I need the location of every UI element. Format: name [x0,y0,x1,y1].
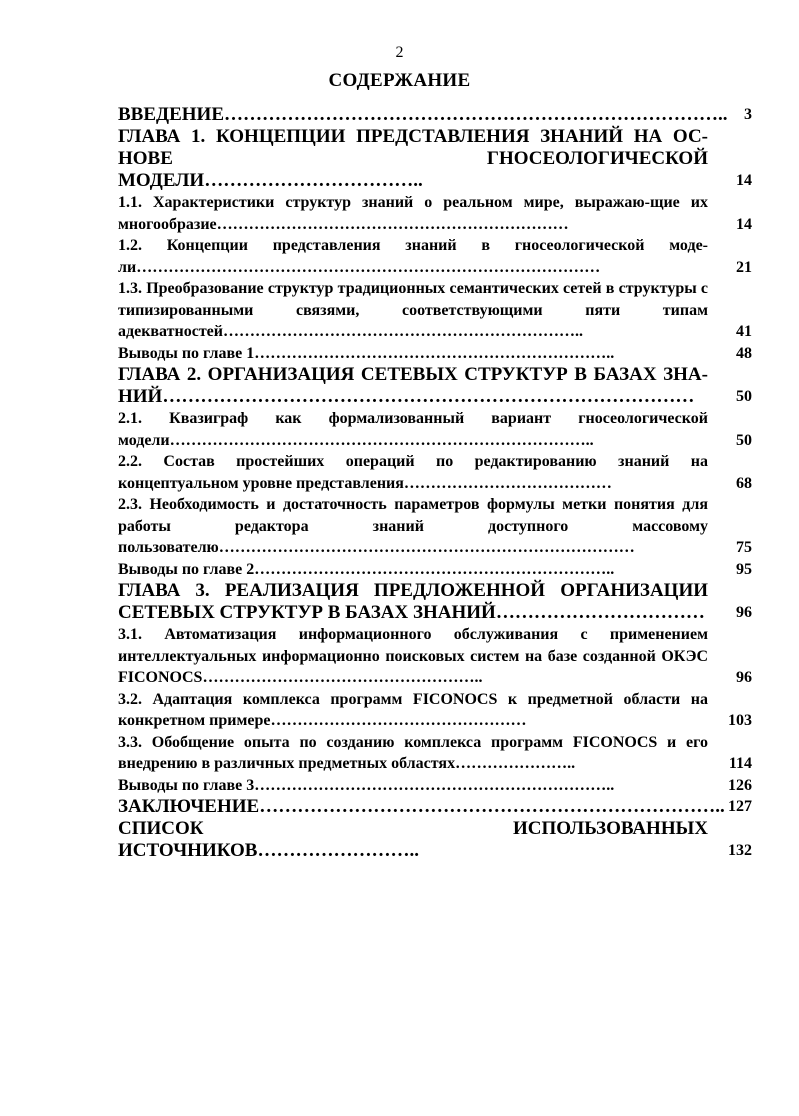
toc-entry-title: Выводы по главе 3………………………………………………………….. [118,776,615,794]
table-of-contents [118,104,752,862]
toc-entry-title: Выводы по главе 2………………………………………………………….. [118,560,615,578]
toc-entry-title: 3.1. Автоматизация информационного обслуживания с применением интеллектуальных информационно поисковых систем на базе созданной ОКЭС FICONOCS…………………………………………….. [118,626,708,686]
toc-entry-title: 2.3. Необходимость и достаточность параметров формулы метки понятия для работы редактора знаний доступного массовому пользователю…………………………………………………………………… [118,496,708,556]
toc-entry[interactable] [118,278,752,343]
toc-entry-page: 132 [728,842,752,859]
toc-entry[interactable] [118,796,752,818]
toc-entry[interactable] [118,624,752,689]
toc-entry-page: 41 [736,323,752,340]
toc-entry-title: 2.2. Состав простейших операций по редактированию знаний на концептуальном уровне представления………………………………… [118,453,708,492]
toc-entry-page: 14 [736,172,752,189]
toc-entry-page: 68 [736,474,752,492]
toc-entry[interactable] [118,451,752,494]
toc-entry-title: 1.1. Характеристики структур знаний о реальном мире, выражаю-щие их многообразие………………………………………………………… [118,194,708,233]
toc-entry-title: ГЛАВА 2. ОРГАНИЗАЦИЯ СЕТЕВЫХ СТРУКТУР В БАЗАХ ЗНА-НИЙ………………………………………………………………………… [118,364,708,407]
toc-entry[interactable] [118,408,752,451]
toc-entry-page: 95 [736,560,752,578]
toc-entry[interactable] [118,775,752,797]
toc-entry-page: 50 [736,431,752,449]
toc-entry-page: 114 [728,755,752,772]
toc-entry-page: 48 [736,344,752,362]
toc-entry-page: 96 [736,669,752,686]
toc-entry[interactable] [118,689,752,732]
toc-entry-page: 127 [728,798,752,815]
toc-entry-page: 50 [736,388,752,405]
toc-entry[interactable] [118,364,752,408]
toc-entry-title: 1.2. Концепции представления знаний в гносеологической моде-ли…………………………………………………………………………… [118,237,708,276]
toc-entry[interactable] [118,818,752,862]
toc-entry-page: 96 [736,604,752,621]
toc-entry[interactable] [118,104,752,126]
toc-entry-title: СПИСОК ИСПОЛЬЗОВАННЫХ ИСТОЧНИКОВ…………………….. [118,818,708,861]
toc-entry-title: 2.1. Квазиграф как формализованный вариант гносеологической модели…………………………………………………………………….. [118,410,708,449]
toc-entry-title: 1.3. Преобразование структур традиционных семантических сетей в структуры с типизированными связями, соответствующими пяти типам адекватностей………………………………………………………….. [118,280,708,340]
toc-entry-title: ЗАКЛЮЧЕНИЕ……………………………………………………………….. [118,796,725,817]
toc-entry[interactable] [118,192,752,235]
toc-entry-title: Выводы по главе 1………………………………………………………….. [118,344,615,362]
toc-entry[interactable] [118,235,752,278]
toc-entry[interactable] [118,580,752,624]
toc-entry[interactable] [118,732,752,775]
toc-entry-page: 103 [728,712,752,729]
toc-entry-title: ГЛАВА 1. КОНЦЕПЦИИ ПРЕДСТАВЛЕНИЯ ЗНАНИЙ НА ОС-НОВЕ ГНОСЕОЛОГИЧЕСКОЙ МОДЕЛИ…………………………….. [118,126,708,191]
toc-entry-title: 3.3. Обобщение опыта по созданию комплекса программ FICONOCS и его внедрению в различных предметных областях………………….. [118,733,708,772]
toc-entry[interactable] [118,494,752,559]
page-title: СОДЕРЖАНИЕ [328,70,471,91]
toc-entry[interactable] [118,343,752,365]
toc-entry-title: ВВЕДЕНИЕ…………………………………………………………………….. [118,104,728,125]
toc-entry-page: 75 [736,539,752,556]
toc-entry-page: 126 [728,776,752,794]
toc-entry-page: 21 [736,258,752,276]
page-number: 2 [395,44,404,61]
toc-entry-title: 3.2. Адаптация комплекса программ FICONOCS к предметной области на конкретном примере………………………………………… [118,690,708,729]
toc-entry[interactable] [118,559,752,581]
toc-entry-page: 3 [744,106,752,123]
toc-entry-page: 14 [736,215,752,233]
toc-entry[interactable] [118,126,752,192]
toc-entry-title: ГЛАВА 3. РЕАЛИЗАЦИЯ ПРЕДЛОЖЕННОЙ ОРГАНИЗАЦИИ СЕТЕВЫХ СТРУКТУР В БАЗАХ ЗНАНИЙ…………………………… [118,580,708,623]
